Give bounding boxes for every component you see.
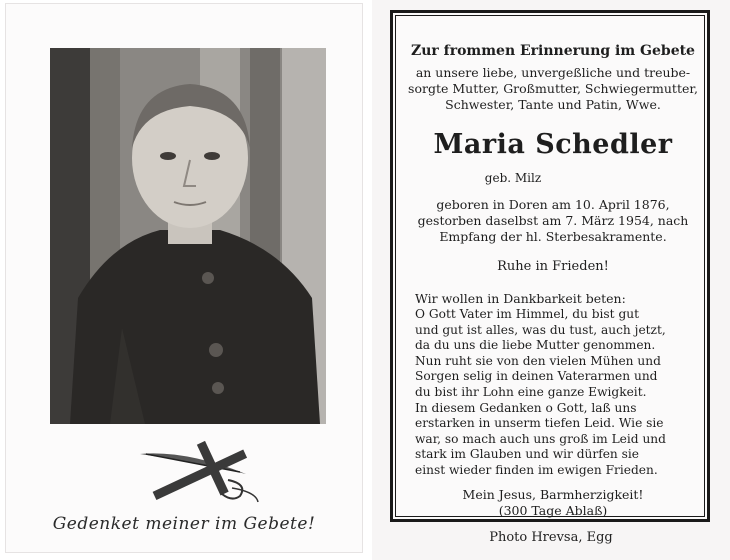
prayer-line: In diesem Gedanken o Gott, laß uns	[415, 400, 637, 415]
intro-line: Schwester, Tante und Patin, Wwe.	[445, 97, 661, 112]
cross-palm-icon	[136, 440, 266, 504]
maiden-name: geb. Milz	[484, 171, 542, 185]
intro-text	[393, 65, 713, 113]
text-frame	[390, 10, 710, 522]
life-dates	[393, 197, 713, 245]
deceased-name: Maria Schedler	[433, 129, 673, 160]
prayer-text	[415, 307, 699, 479]
prayer-line: O Gott Vater im Himmel, du bist gut	[415, 307, 639, 321]
prayer-line: Nun ruht sie von den vielen Mühen und	[415, 353, 661, 368]
prayer-line: einst wieder finden im ewigen Frieden.	[415, 462, 658, 477]
portrait-photo	[50, 48, 326, 424]
memorial-card-front	[6, 4, 362, 552]
prayer-line: und gut ist alles, was du tust, auch jetzt,	[415, 322, 666, 337]
prayer-line: war, so mach auch uns groß im Leid und	[415, 431, 666, 446]
closing-line: Mein Jesus, Barmherzigkeit!	[462, 487, 644, 502]
life-line: gestorben daselbst am 7. März 1954, nach	[417, 213, 689, 228]
closing-text	[393, 487, 713, 519]
card-heading: Zur frommen Erinnerung im Gebete	[411, 43, 695, 59]
memorial-card-back	[372, 0, 730, 560]
prayer-line: du bist ihr Lohn eine ganze Ewigkeit.	[415, 384, 647, 399]
prayer-line: da du uns die liebe Mutter genommen.	[415, 338, 656, 353]
prayer-line: Sorgen selig in deinen Vaterarmen und	[415, 369, 658, 384]
prayer-line: stark im Glauben und wir dürfen sie	[415, 447, 640, 462]
intro-line: an unsere liebe, unvergeßliche und treube-	[415, 65, 691, 80]
life-line: Empfang der hl. Sterbesakramente.	[439, 229, 667, 244]
prayer-line: erstarken in unserm tiefen Leid. Wie sie	[415, 416, 664, 431]
closing-line: (300 Tage Ablaß)	[498, 503, 608, 518]
rest-in-peace: Ruhe in Frieden!	[497, 259, 609, 274]
intro-line: sorgte Mutter, Großmutter, Schwiegermutter,	[408, 81, 698, 96]
life-line: geboren in Doren am 10. April 1876,	[436, 197, 670, 212]
photo-credit: Photo Hrevsa, Egg	[489, 530, 613, 545]
prayer-title: Wir wollen in Dankbarkeit beten:	[415, 291, 626, 306]
motto-text: Gedenket meiner im Gebete!	[52, 514, 316, 534]
